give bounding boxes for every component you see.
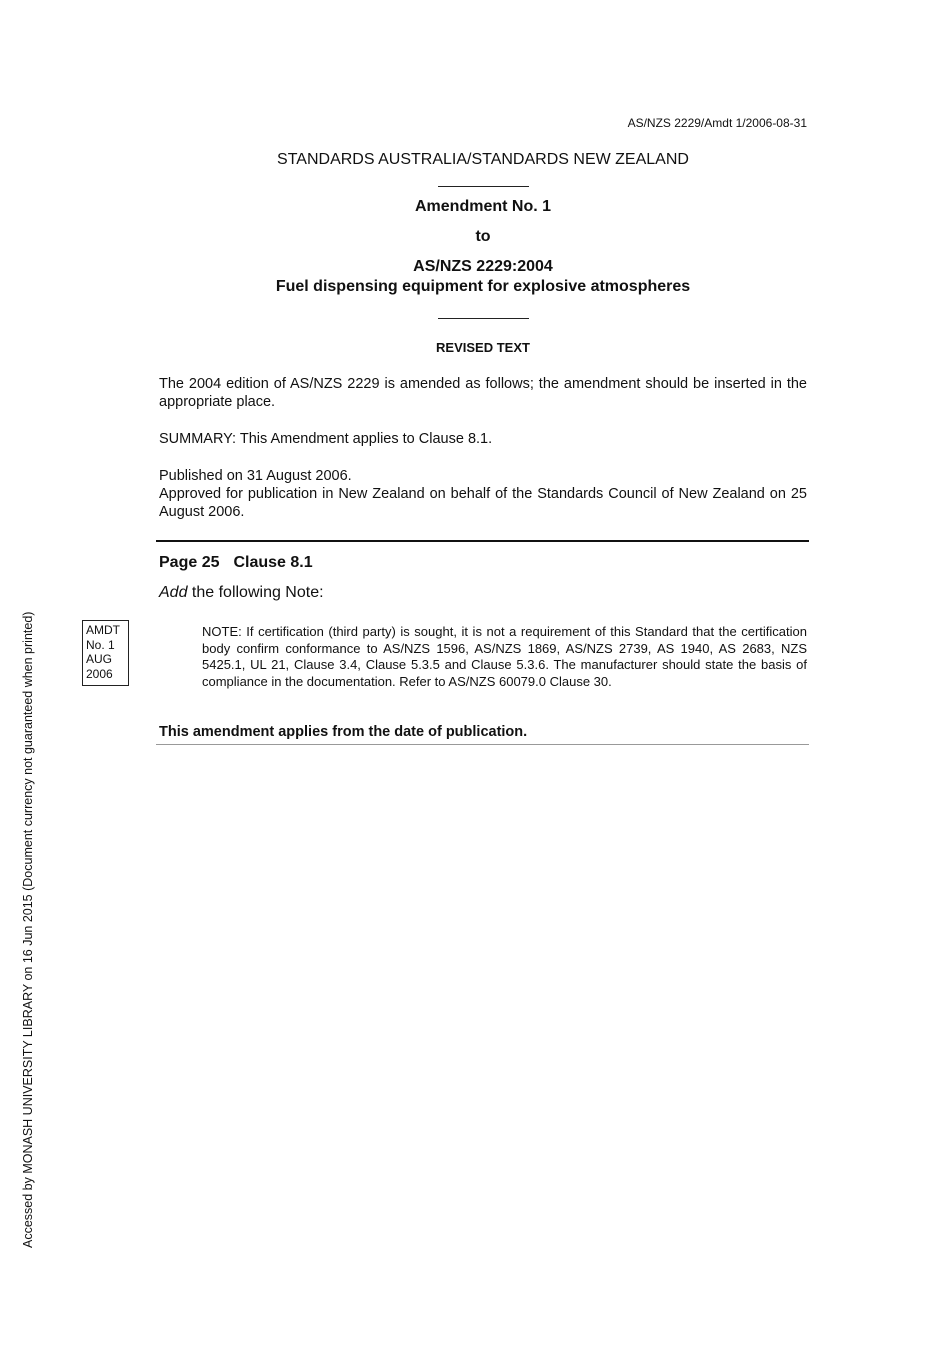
organization-title: STANDARDS AUSTRALIA/STANDARDS NEW ZEALAND [277, 151, 689, 168]
published-date: Published on 31 August 2006. [159, 468, 352, 484]
amendment-to: to [475, 228, 491, 245]
page-number: Page 25 [159, 554, 220, 571]
standard-subject: Fuel dispensing equipment for explosive atmospheres [275, 278, 691, 295]
instruction-verb: Add [159, 584, 188, 601]
amdt-box-line: AMDT [86, 623, 120, 637]
approval-statement: Approved for publication in New Zealand on behalf of the Standards Council of New Zealand on 25 August 2006. [159, 486, 807, 520]
amended-statement: The 2004 edition of AS/NZS 2229 is amended as follows; the amendment should be inserted in the appropriate place. [159, 376, 807, 410]
section-divider [156, 540, 809, 542]
clause-heading [159, 554, 313, 572]
amendment-number: Amendment No. 1 [414, 198, 551, 215]
amdt-box-line: AUG [86, 652, 113, 666]
instruction-text: the following Note: [187, 584, 324, 601]
footer-divider [156, 744, 809, 745]
title-divider-top [438, 186, 529, 187]
standard-number: AS/NZS 2229:2004 [413, 258, 553, 275]
amendment-margin-box [82, 620, 129, 686]
amdt-box-line: No. 1 [86, 637, 115, 652]
certification-note: NOTE: If certification (third party) is sought, it is not a requirement of this Standard that the certification body confirm conformance to AS/NZS 1596, AS/NZS 1869, AS/NZS 2739, AS 1940, AS 2683, NZS 5425.1, UL 21, Clause 3.4, Clause 5.3.5 and Clause 5.3.6. The manufacturer should state the basis of compliance in the documentation. Refer to AS/NZS 60079.0 Clause 30. [202, 624, 807, 689]
amdt-box-line: 2006 [86, 666, 113, 681]
revised-text-label: REVISED TEXT [436, 340, 530, 355]
access-watermark: Accessed by MONASH UNIVERSITY LIBRARY on 16 Jun 2015 (Document currency not guaranteed when printed) [21, 611, 35, 1248]
title-divider-bottom [438, 318, 529, 319]
summary: SUMMARY: This Amendment applies to Clause 8.1. [159, 431, 493, 447]
applies-statement: This amendment applies from the date of publication. [159, 724, 528, 740]
clause-number: Clause 8.1 [233, 554, 313, 571]
document-reference: AS/NZS 2229/Amdt 1/2006-08-31 [627, 116, 807, 130]
amendment-instruction [159, 584, 324, 602]
